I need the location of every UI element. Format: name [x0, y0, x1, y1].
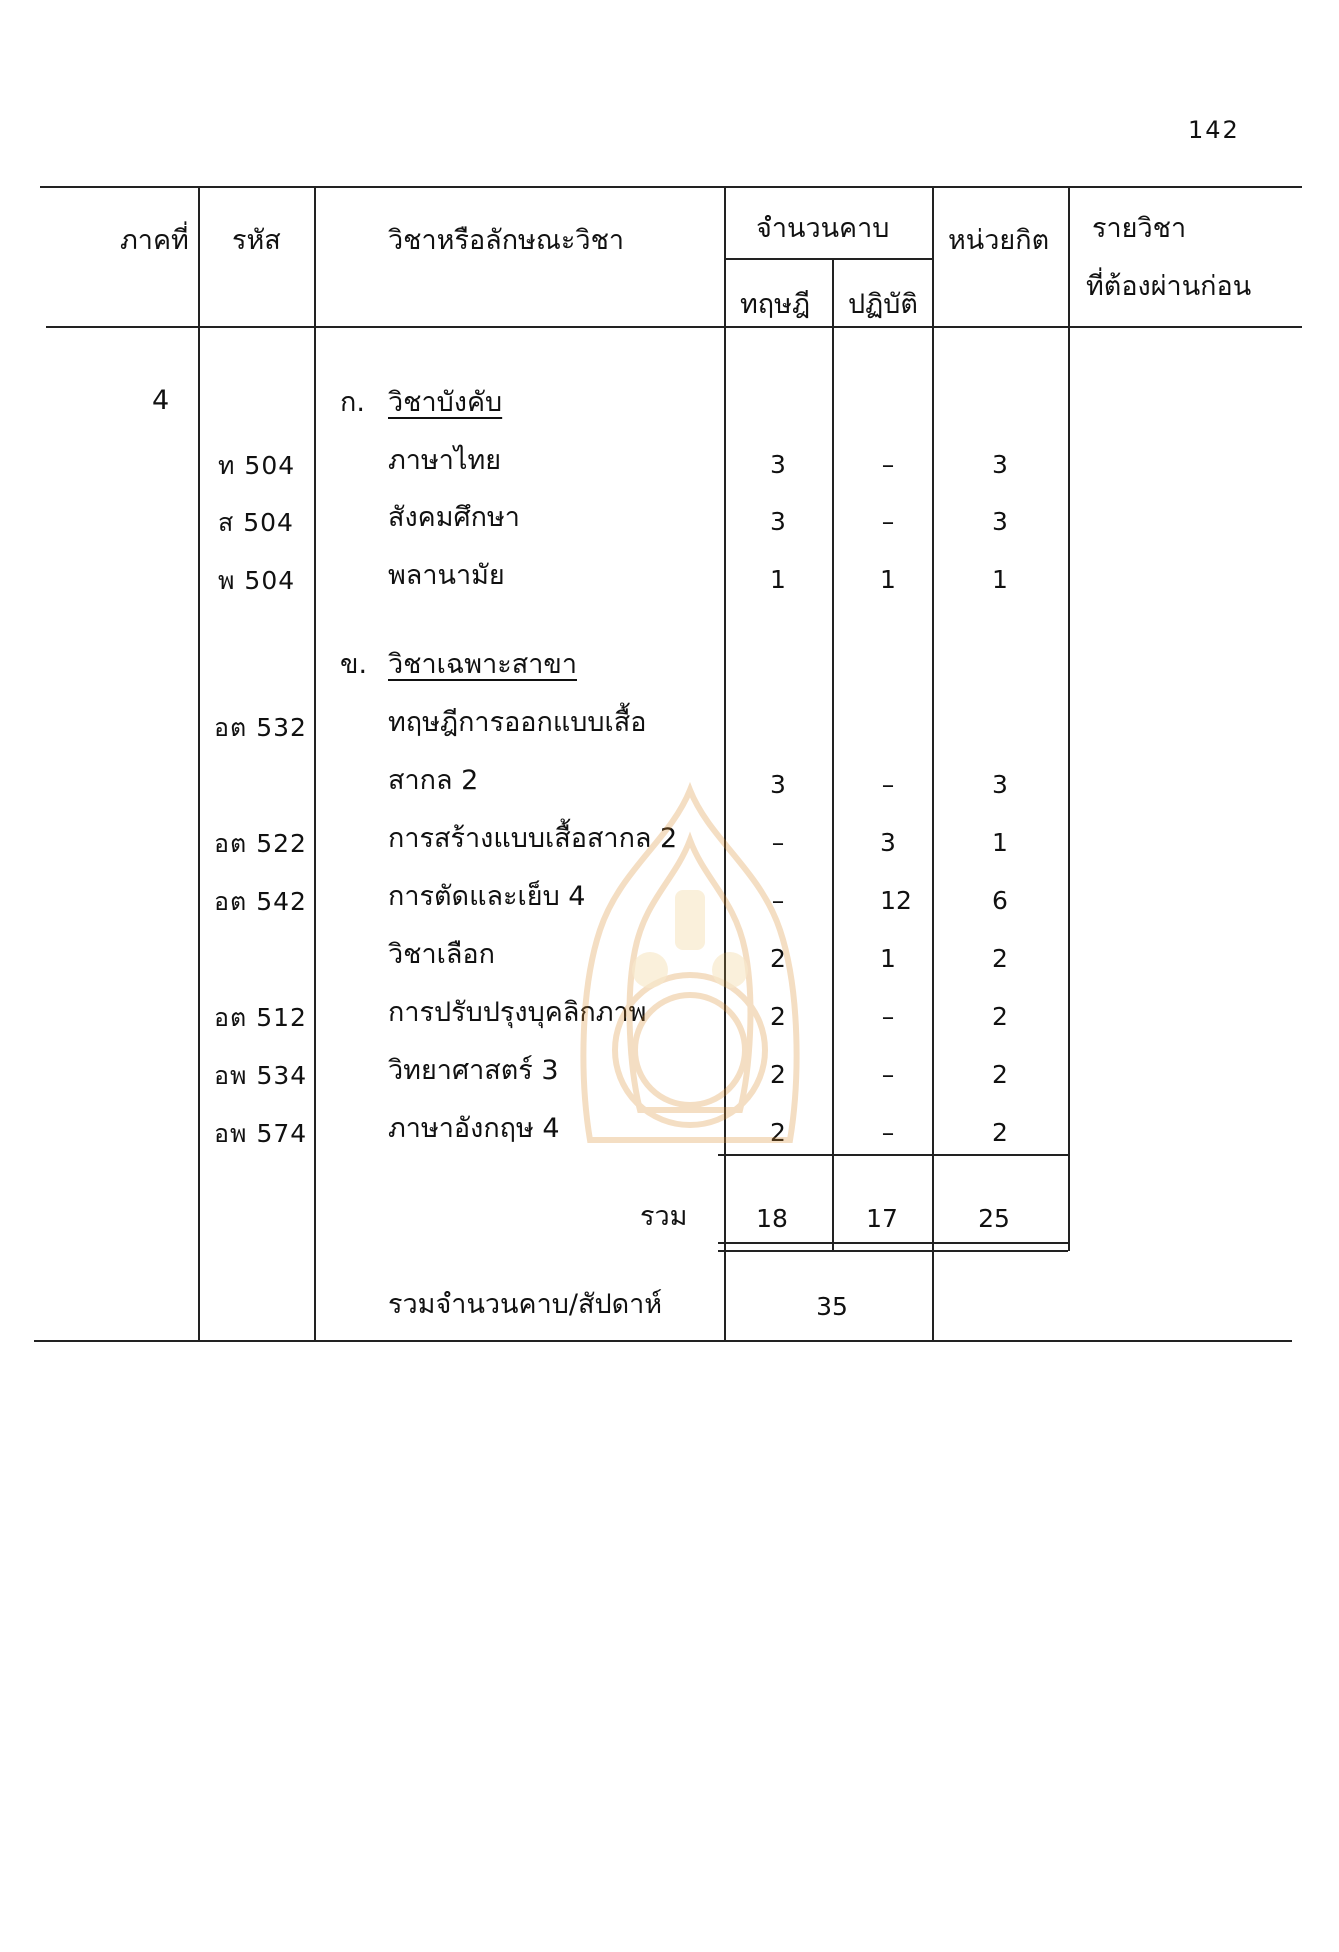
row-theory: –	[771, 886, 785, 915]
row-subject: สากล 2	[388, 765, 479, 796]
row-theory: 3	[770, 450, 786, 479]
header-subject: วิชาหรือลักษณะวิชา	[388, 225, 625, 256]
row-practice: –	[881, 507, 895, 536]
row-practice: 12	[880, 886, 912, 915]
row-code: อพ 574	[214, 1119, 308, 1148]
page-number: 142	[1188, 116, 1240, 144]
row-subject: วิชาเลือก	[388, 939, 495, 970]
watermark-seal	[560, 780, 820, 1180]
row-subject: ภาษาอังกฤษ 4	[388, 1113, 560, 1144]
totals-credits: 25	[978, 1204, 1010, 1233]
row-credits: 2	[992, 1060, 1008, 1089]
periods-sub-rule	[726, 258, 934, 260]
header-practice: ปฏิบัติ	[848, 289, 918, 320]
header-prereq-line2: ที่ต้องผ่านก่อน	[1086, 271, 1252, 302]
header-prereq-line1: รายวิชา	[1092, 213, 1187, 244]
row-code: อพ 534	[214, 1061, 308, 1090]
col-divider-theory	[832, 258, 834, 1250]
section-b-title: วิชาเฉพาะสาขา	[388, 649, 577, 680]
col-divider-term	[198, 186, 200, 1341]
row-practice: –	[881, 1060, 895, 1089]
row-theory: 2	[770, 1060, 786, 1089]
row-credits: 6	[992, 886, 1008, 915]
section-a-prefix: ก.	[340, 387, 365, 418]
header-periods: จำนวนคาบ	[756, 213, 890, 244]
row-credits: 3	[992, 450, 1008, 479]
weekly-periods-label: รวมจำนวนคาบ/สัปดาห์	[388, 1289, 663, 1320]
row-subject: วิทยาศาสตร์ 3	[388, 1055, 559, 1086]
row-subject: ภาษาไทย	[388, 445, 502, 476]
row-credits: 1	[992, 565, 1008, 594]
row-theory: 3	[770, 770, 786, 799]
header-term: ภาคที่	[120, 225, 189, 256]
col-divider-practice	[932, 186, 934, 1341]
row-code: อต 542	[214, 887, 307, 916]
header-code: รหัส	[232, 225, 281, 256]
row-subject: ทฤษฎีการออกแบบเสื้อ	[388, 707, 647, 738]
totals-practice: 17	[866, 1204, 898, 1233]
row-subject: การปรับปรุงบุคลิกภาพ	[388, 997, 647, 1028]
term-number: 4	[152, 385, 170, 416]
row-code: พ 504	[218, 566, 296, 595]
header-theory: ทฤษฎี	[740, 289, 811, 320]
header-bottom-rule	[46, 326, 1302, 328]
row-credits: 2	[992, 1002, 1008, 1031]
row-theory: 1	[770, 565, 786, 594]
row-practice: 3	[880, 828, 896, 857]
row-practice: –	[881, 450, 895, 479]
section-a-title: วิชาบังคับ	[388, 387, 503, 418]
row-code: อต 532	[214, 713, 307, 742]
table-bottom-rule	[34, 1340, 1292, 1342]
row-code: อต 512	[214, 1003, 307, 1032]
col-divider-code	[314, 186, 316, 1341]
row-theory: 2	[770, 1118, 786, 1147]
row-credits: 3	[992, 770, 1008, 799]
row-subject: สังคมศึกษา	[388, 502, 520, 533]
row-theory: –	[771, 828, 785, 857]
row-practice: 1	[880, 565, 896, 594]
totals-label: รวม	[640, 1201, 688, 1232]
row-subject: พลานามัย	[388, 560, 505, 591]
row-code: ท 504	[218, 451, 296, 480]
row-practice: 1	[880, 944, 896, 973]
col-divider-credits	[1068, 186, 1070, 1251]
section-b-prefix: ข.	[340, 649, 368, 680]
row-practice: –	[881, 1118, 895, 1147]
row-credits: 2	[992, 944, 1008, 973]
row-theory: 2	[770, 944, 786, 973]
row-code: ส 504	[218, 508, 294, 537]
table-top-rule	[40, 186, 1302, 188]
row-credits: 1	[992, 828, 1008, 857]
row-credits: 2	[992, 1118, 1008, 1147]
row-code: อต 522	[214, 829, 307, 858]
totals-theory: 18	[756, 1204, 788, 1233]
row-theory: 2	[770, 1002, 786, 1031]
row-subject: การตัดและเย็บ 4	[388, 881, 586, 912]
row-subject: การสร้างแบบเสื้อสากล 2	[388, 823, 678, 854]
row-practice: –	[881, 1002, 895, 1031]
totals-double-rule-2	[718, 1250, 1068, 1252]
row-credits: 3	[992, 507, 1008, 536]
row-theory: 3	[770, 507, 786, 536]
row-practice: –	[881, 770, 895, 799]
weekly-periods-value: 35	[816, 1292, 848, 1321]
header-credits: หน่วยกิต	[948, 225, 1050, 256]
totals-double-rule-1	[718, 1242, 1068, 1244]
